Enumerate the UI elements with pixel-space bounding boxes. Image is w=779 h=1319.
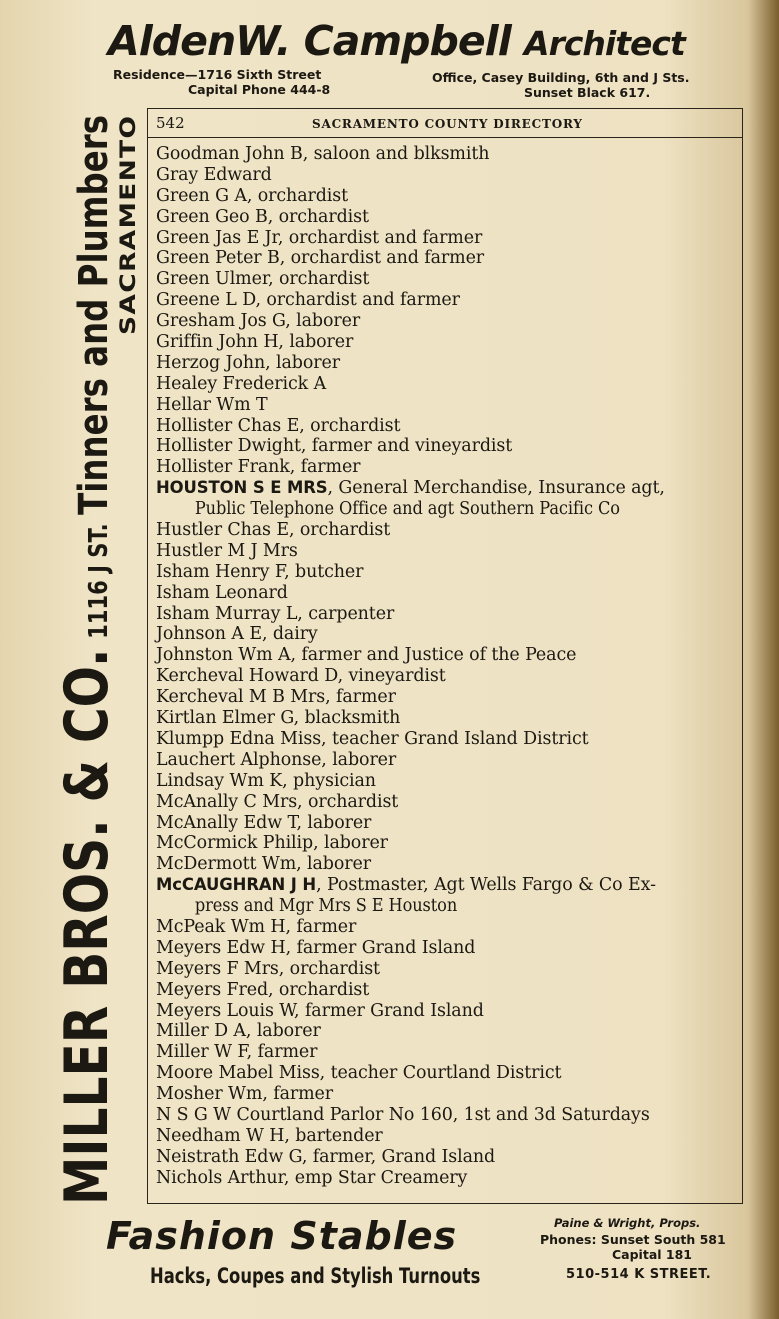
entry-name: Green G A: [156, 185, 247, 206]
entry-name: Healey Frederick A: [156, 373, 327, 394]
entry-description: , orchardist and farmer: [279, 248, 485, 269]
directory-entry: [156, 541, 738, 562]
stables-proprietors: Paine & Wright, Props.: [554, 1216, 701, 1230]
entry-description: , orchardist: [268, 979, 370, 1000]
entry-description: , orchardist and farmer: [277, 227, 483, 248]
directory-entry-continuation: [156, 896, 696, 917]
stables-title: Fashion Stables: [106, 1214, 458, 1258]
page-number: 542: [156, 114, 185, 132]
directory-entries: [156, 144, 740, 1189]
entry-description: , orchardist: [268, 269, 370, 290]
entry-description: , 1st and 3d Saturdays: [452, 1104, 650, 1125]
directory-entry: [156, 1021, 738, 1042]
entry-description: , laborer: [296, 854, 371, 875]
entry-name: Meyers Louis W: [156, 1000, 295, 1021]
directory-entry: [156, 457, 738, 478]
entry-description: , laborer: [313, 833, 388, 854]
directory-entry: [156, 374, 738, 395]
entry-name: Green Jas E Jr: [156, 227, 278, 248]
directory-entry: [156, 269, 738, 290]
entry-name: Herzog John: [156, 352, 266, 373]
entry-description: , farmer: [246, 1042, 318, 1063]
entry-name: Kercheval Howard D: [156, 666, 338, 687]
entry-description: , farmer, Grand Island: [301, 1146, 496, 1167]
entry-description: , blacksmith: [293, 708, 401, 729]
stables-phone-capital: Capital 181: [612, 1247, 692, 1262]
entry-name: Meyers Fred: [156, 979, 269, 1000]
entry-description: , farmer: [285, 916, 357, 937]
directory-entry: [156, 1001, 738, 1022]
directory-entry: [156, 353, 738, 374]
directory-entry: [156, 1042, 738, 1063]
entry-name: Gray Edward: [156, 164, 272, 185]
directory-entry: [156, 750, 738, 771]
entry-description: , teacher Courtland District: [319, 1063, 562, 1084]
entry-name: Miller D A: [156, 1021, 246, 1042]
entry-description: , vineyardist: [337, 666, 446, 687]
directory-entry: [156, 624, 738, 645]
entry-description: press and Mgr Mrs S E Houston: [194, 896, 458, 917]
entry-name: Goodman John B: [156, 144, 303, 164]
entry-description: , orchardist: [267, 206, 369, 227]
company-name: MILLER BROS. & CO.: [52, 648, 122, 1205]
entry-name: Hollister Dwight: [156, 436, 301, 457]
page-header: [148, 108, 742, 138]
entry-name: McCormick Philip: [156, 833, 314, 854]
directory-entry: [156, 165, 738, 186]
directory-entry: [156, 792, 738, 813]
entry-description: , farmer: [262, 1084, 334, 1105]
entry-name: McAnally Edw T: [156, 812, 297, 833]
directory-entry: [156, 290, 738, 311]
entry-name: Neistrath Edw G: [156, 1146, 302, 1167]
entry-name: Kercheval M B Mrs: [156, 687, 326, 708]
entry-description: , laborer: [278, 332, 354, 353]
company-city: SACRAMENTO: [116, 114, 140, 336]
entry-name: McDermott Wm: [156, 854, 297, 875]
directory-entry: [156, 604, 738, 625]
directory-entry: [156, 144, 738, 165]
entry-name: HOUSTON S E MRS: [156, 478, 328, 498]
stables-address: 510-514 K STREET.: [566, 1267, 712, 1282]
stables-phone-sunset: Phones: Sunset South 581: [540, 1232, 726, 1247]
entry-description: , General Merchandise, Insurance agt,: [327, 478, 665, 499]
directory-entry: [156, 854, 738, 875]
entry-name: Mosher Wm: [156, 1084, 263, 1105]
entry-name: Hollister Chas E: [156, 415, 300, 436]
entry-description: , laborer: [321, 749, 397, 770]
entry-description: , farmer and vineyardist: [300, 436, 513, 457]
entry-name: Johnson A E: [156, 624, 262, 645]
directory-entry: [156, 248, 738, 269]
directory-entry: [156, 311, 738, 332]
directory-entry: [156, 416, 738, 437]
entry-description: , orchardist: [297, 791, 399, 812]
directory-entry: [156, 1105, 738, 1126]
entry-name: Meyers F Mrs: [156, 958, 279, 979]
directory-entry: [156, 687, 738, 708]
entry-name: Isham Murray L: [156, 603, 298, 624]
entry-description: Public Telephone Office and agt Southern Pacific Co: [194, 499, 620, 520]
entry-name: Isham Leonard: [156, 582, 288, 603]
entry-name: Kirtlan Elmer G: [156, 708, 294, 729]
entry-name: McCAUGHRAN J H: [156, 875, 317, 895]
entry-description: , butcher: [284, 561, 364, 582]
company-address: 1116 J ST.: [84, 523, 114, 639]
directory-entry: [156, 478, 738, 499]
directory-entry: [156, 1084, 738, 1105]
entry-description: , orchardist: [246, 185, 349, 206]
entry-name: Lauchert Alphonse: [156, 749, 322, 770]
directory-entry: [156, 228, 738, 249]
entry-description: , dairy: [261, 624, 318, 645]
entry-description: , farmer: [289, 457, 361, 478]
profession: Architect: [524, 24, 685, 63]
residence-phone: Capital Phone 444-8: [188, 82, 331, 97]
entry-name: Green Ulmer: [156, 269, 269, 290]
residence-address: Residence—1716 Sixth Street: [113, 67, 322, 82]
directory-entry: [156, 395, 738, 416]
entry-description: , farmer and Justice of the Peace: [290, 645, 577, 666]
entry-name: Hellar Wm T: [156, 394, 268, 415]
directory-entry: [156, 666, 738, 687]
entry-name: Klumpp Edna Miss: [156, 728, 322, 749]
directory-entry: [156, 980, 738, 1001]
directory-entry: [156, 436, 738, 457]
entry-description: , farmer Grand Island: [294, 1000, 484, 1021]
entry-name: Greene L D: [156, 290, 256, 311]
entry-name: Hustler M J Mrs: [156, 540, 298, 561]
entry-description: , saloon and blksmith: [302, 144, 490, 164]
directory-entry: [156, 1168, 738, 1189]
entry-name: Griffin John H: [156, 332, 279, 353]
directory-entry: [156, 1147, 738, 1168]
entry-name: Nichols Arthur: [156, 1167, 284, 1188]
entry-name: Green Geo B: [156, 206, 268, 227]
entry-description: , bartender: [284, 1125, 383, 1146]
directory-entry: [156, 520, 738, 541]
plumbers-advertisement: [52, 114, 146, 1205]
directory-entry: [156, 875, 738, 896]
entry-description: , teacher Grand Island District: [321, 728, 589, 749]
entry-name: Green Peter B: [156, 248, 280, 269]
entry-name: Needham W H: [156, 1125, 285, 1146]
directory-entry: [156, 771, 738, 792]
office-address: Office, Casey Building, 6th and J Sts.: [432, 70, 690, 85]
entry-description: , orchardist: [278, 958, 380, 979]
name-last: Campbell: [303, 17, 511, 65]
directory-entry: [156, 562, 738, 583]
plumbers-main-text: [52, 115, 122, 1205]
entry-description: , laborer: [296, 812, 372, 833]
entry-name: McAnally C Mrs: [156, 791, 298, 812]
entry-description: , physician: [282, 770, 376, 791]
architect-name: [108, 16, 685, 69]
entry-description: , farmer: [325, 687, 396, 708]
entry-name: McPeak Wm H: [156, 916, 286, 937]
name-middle: W.: [235, 17, 291, 65]
entry-description: , laborer: [265, 352, 340, 373]
name-first: Alden: [108, 17, 236, 65]
directory-title: SACRAMENTO COUNTY DIRECTORY: [312, 117, 583, 131]
directory-entry: [156, 959, 738, 980]
entry-description: , orchardist: [288, 520, 391, 541]
directory-entry: [156, 833, 738, 854]
entry-name: Meyers Edw H: [156, 937, 286, 958]
entry-description: , Postmaster, Agt Wells Fargo & Co Ex-: [316, 875, 656, 896]
entry-description: , emp Star Creamery: [283, 1167, 468, 1188]
stables-tagline: Hacks, Coupes and Stylish Turnouts: [150, 1264, 481, 1288]
stables-advertisement: [0, 1205, 779, 1319]
office-phone: Sunset Black 617.: [524, 85, 651, 100]
directory-entry: [156, 708, 738, 729]
directory-entry: [156, 813, 738, 834]
directory-entry: [156, 938, 738, 959]
entry-name: Moore Mabel Miss: [156, 1063, 320, 1084]
directory-entry: [156, 729, 738, 750]
directory-entry: [156, 207, 738, 228]
directory-entry: [156, 583, 738, 604]
entry-name: N S G W Courtland Parlor No 160: [156, 1104, 453, 1125]
entry-name: Isham Henry F: [156, 561, 285, 582]
directory-entry: [156, 186, 738, 207]
directory-entry-continuation: [156, 499, 696, 520]
entry-name: Hustler Chas E: [156, 520, 289, 541]
entry-description: , laborer: [245, 1021, 321, 1042]
entry-name: Lindsay Wm K: [156, 770, 283, 791]
directory-entry: [156, 332, 738, 353]
entry-description: , laborer: [285, 311, 361, 332]
entry-name: Johnston Wm A: [156, 645, 291, 666]
directory-entry: [156, 645, 738, 666]
directory-entry: [156, 1126, 738, 1147]
directory-entry: [156, 917, 738, 938]
entry-description: , carpenter: [297, 603, 395, 624]
entry-description: , orchardist: [299, 415, 401, 436]
architect-advertisement: [0, 0, 779, 108]
directory-entry: [156, 1063, 738, 1084]
directory-page: [147, 108, 743, 1204]
entry-name: Gresham Jos G: [156, 311, 286, 332]
entry-description: , orchardist and farmer: [255, 290, 460, 311]
entry-description: , farmer Grand Island: [285, 937, 476, 958]
company-trade: Tinners and Plumbers: [71, 115, 117, 515]
entry-name: Hollister Frank: [156, 457, 290, 478]
entry-name: Miller W F: [156, 1042, 247, 1063]
